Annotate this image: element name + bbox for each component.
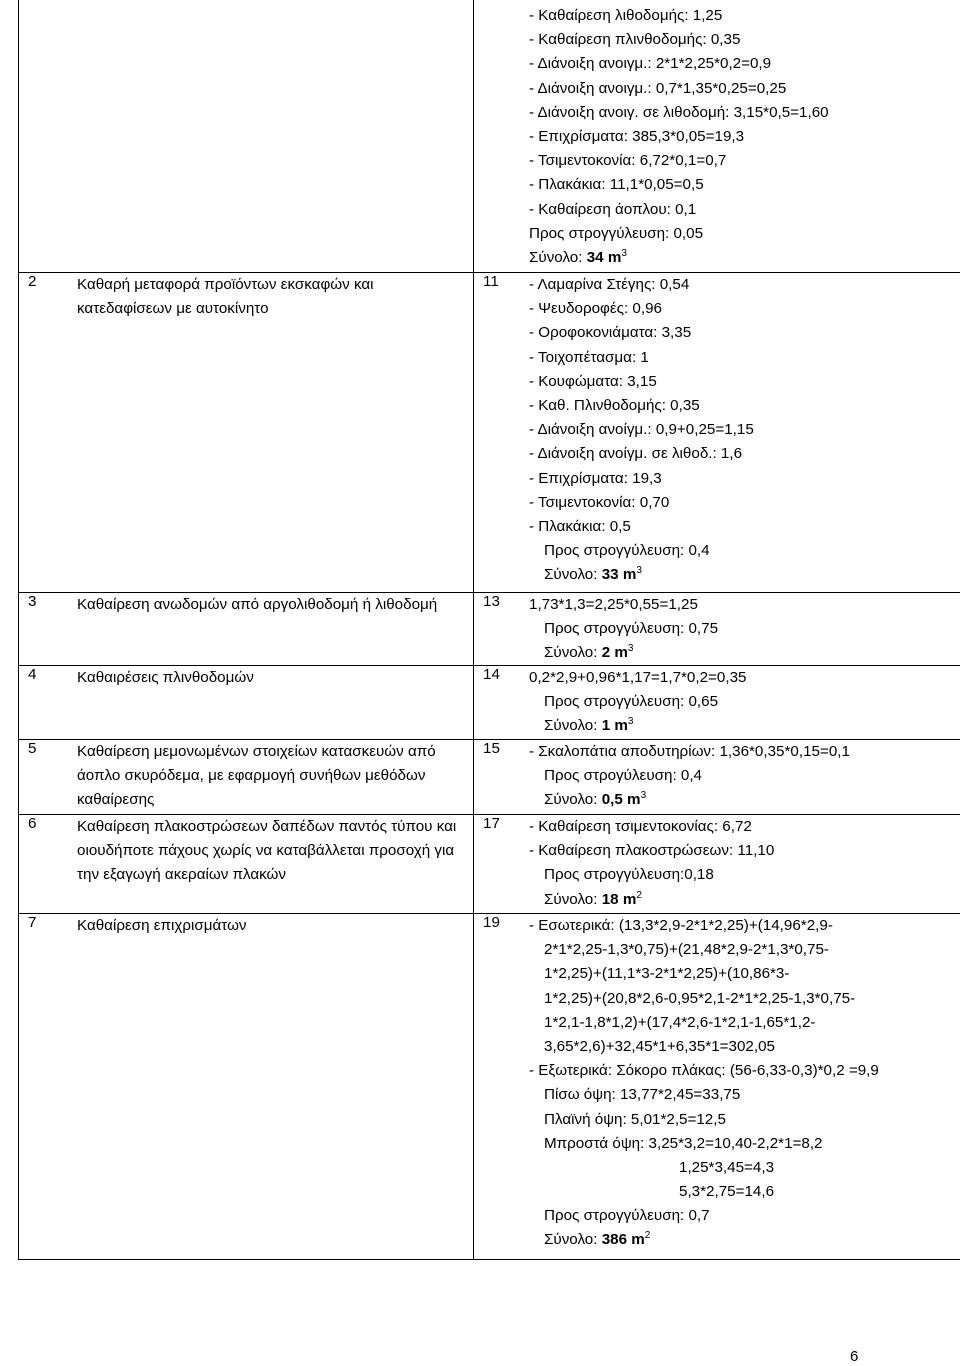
calc-lines [529, 593, 960, 666]
calc-line: 0,2*2,9+0,96*1,17=1,7*0,2=0,35 [529, 669, 747, 686]
calc-line: 1*2,25)+(11,1*3-2*1*2,25)+(10,86*3- [544, 965, 790, 983]
rounding-line: Προς στρογγύλευση:0,18 [544, 866, 714, 884]
item-description: Καθαρή μεταφορά προϊόντων εκσκαφών και κατεδαφίσεων με αυτοκίνητο [77, 276, 374, 318]
calc-line: - Επιχρίσματα: 19,3 [529, 469, 662, 487]
item-code: 19 [483, 914, 500, 931]
item-description: Καθαίρεση επιχρισμάτων [77, 917, 247, 934]
calc-line: - Διάνοιξη ανοίγμ.: 0,9+0,25=1,15 [529, 421, 754, 439]
item-description: Καθαίρεση πλακοστρώσεων δαπέδων παντός τύπου και οιουδήποτε πάχους χωρίς να καταβάλλεται προσοχή για την εξαγωγή ακεραίων πλακών [77, 818, 457, 884]
item-description: Καθαίρεση μεμονωμένων στοιχείων κατασκευών από άοπλο σκυρόδεμα, με εφαρμογή συνήθων μεθόδων καθαίρεσης [77, 743, 436, 809]
total-line: Σύνολο: 2 $m^3$ [544, 643, 634, 662]
calc-line: - Πλακάκια: 0,5 [529, 517, 631, 535]
calc-line: - Τσιμεντοκονία: 6,72*0,1=0,7 [529, 152, 727, 170]
rounding-line: Προς στρογύλευση: 0,4 [544, 767, 702, 785]
calc-line: 1*2,25)+(20,8*2,6-0,95*2,1-2*1*2,25-1,3*0,75- [544, 989, 856, 1007]
calc-line: 5,3*2,75=14,6 [679, 1183, 775, 1201]
item-number: 6 [28, 815, 37, 832]
calc-line: 3,65*2,6)+32,45*1+6,35*1=302,05 [544, 1037, 775, 1055]
calc-line: - Καθ. Πλινθοδομής: 0,35 [529, 396, 700, 414]
item-code: 13 [483, 593, 500, 610]
calc-lines [529, 815, 960, 912]
rounding-line: Προς στρογγύλευση: 0,65 [544, 693, 719, 711]
item-code: 14 [483, 666, 500, 683]
rounding-line: Προς στρογγύλευση: 0,4 [544, 542, 710, 560]
calc-line: - Οροφοκονιάματα: 3,35 [529, 324, 692, 342]
item-code: 17 [483, 815, 500, 832]
calc-line: 1,25*3,45=4,3 [679, 1158, 775, 1176]
calc-line: - Ψευδοροφές: 0,96 [529, 300, 662, 318]
calc-line: - Διάνοιξη ανοιγμ.: 2*1*2,25*0,2=0,9 [529, 55, 772, 73]
total-line: Σύνολο: 386 $m^2$ [544, 1230, 651, 1249]
calc-line: Πλαϊνή όψη: 5,01*2,5=12,5 [544, 1110, 726, 1128]
calc-line: - Εσωτερικά: (13,3*2,9-2*1*2,25)+(14,96*2,9- [529, 917, 833, 934]
total-line: Σύνολο: 1 $m^3$ [544, 716, 634, 735]
item-number: 4 [28, 666, 37, 683]
item-description: Καθαίρεση ανωδομών από αργολιθοδομή ή λιθοδομή [77, 596, 438, 613]
calc-line: Μπροστά όψη: 3,25*3,2=10,40-2,2*1=8,2 [544, 1134, 823, 1152]
table-bottom-border [18, 1259, 960, 1260]
calc-lines [529, 666, 960, 739]
total-line: Σύνολο: 33 $m^3$ [544, 565, 642, 584]
total-line: Σύνολο: 34 $m^3$ [529, 247, 627, 266]
calc-line: - Τσιμεντοκονία: 0,70 [529, 493, 670, 511]
item-number: 3 [28, 593, 37, 610]
calc-line: - Καθαίρεση πλακοστρώσεων: 11,10 [529, 842, 775, 860]
calc-line: - Κουφώματα: 3,15 [529, 372, 657, 390]
total-line: Σύνολο: 0,5 $m^3$ [544, 790, 647, 809]
calc-line: - Καθαίρεση πλινθοδομής: 0,35 [529, 31, 741, 49]
calc-line: 2*1*2,25-1,3*0,75)+(21,48*2,9-2*1,3*0,75- [544, 941, 829, 959]
calc-line: - Σκαλοπάτια αποδυτηρίων: 1,36*0,35*0,15=0,1 [529, 743, 850, 760]
calc-lines [529, 740, 960, 813]
calc-line: - Καθαίρεση λιθοδομής: 1,25 [529, 7, 723, 24]
calc-lines [529, 914, 960, 1253]
rounding-line: Προς στρογγύλευση: 0,7 [544, 1207, 710, 1225]
item-number: 7 [28, 914, 37, 931]
item-code: 15 [483, 740, 500, 757]
calc-line: - Πλακάκια: 11,1*0,05=0,5 [529, 176, 704, 194]
calc-line: 1*2,1-1,8*1,2)+(17,4*2,6-1*2,1-1,65*1,2- [544, 1013, 816, 1031]
item-description: Καθαιρέσεις πλινθοδομών [77, 669, 254, 686]
rounding-line: Προς στρογγύλευση: 0,75 [544, 620, 719, 638]
calc-lines [529, 273, 960, 587]
item-number: 2 [28, 273, 37, 290]
calc-line: 1,73*1,3=2,25*0,55=1,25 [529, 596, 698, 613]
page-number: 6 [850, 1348, 859, 1365]
item-number: 5 [28, 740, 37, 757]
item-code: 11 [483, 273, 499, 290]
calc-line: Πίσω όψη: 13,77*2,45=33,75 [544, 1086, 741, 1104]
total-line: Σύνολο: 18 $m^2$ [544, 889, 642, 908]
calc-line: - Λαμαρίνα Στέγης: 0,54 [529, 276, 690, 293]
rounding-line: Προς στρογγύλευση: 0,05 [529, 224, 704, 242]
calc-line: - Τοιχοπέτασμα: 1 [529, 348, 649, 366]
calc-lines [529, 4, 960, 270]
calc-line: - Διάνοιξη ανοίγμ. σε λιθοδ.: 1,6 [529, 445, 743, 463]
calc-line: - Διάνοιξη ανοιγμ.: 0,7*1,35*0,25=0,25 [529, 79, 787, 97]
calc-line: - Καθαίρεση άοπλου: 0,1 [529, 200, 697, 218]
calc-line: - Επιχρίσματα: 385,3*0,05=19,3 [529, 127, 745, 145]
calc-line: - Διάνοιξη ανοιγ. σε λιθοδομή: 3,15*0,5=1,60 [529, 103, 829, 121]
calc-line: - Καθαίρεση τσιμεντοκονίας: 6,72 [529, 818, 752, 835]
calc-line: - Εξωτερικά: Σόκορο πλάκας: (56-6,33-0,3)*0,2 =9,9 [529, 1062, 879, 1080]
column-divider-code [473, 0, 474, 1260]
